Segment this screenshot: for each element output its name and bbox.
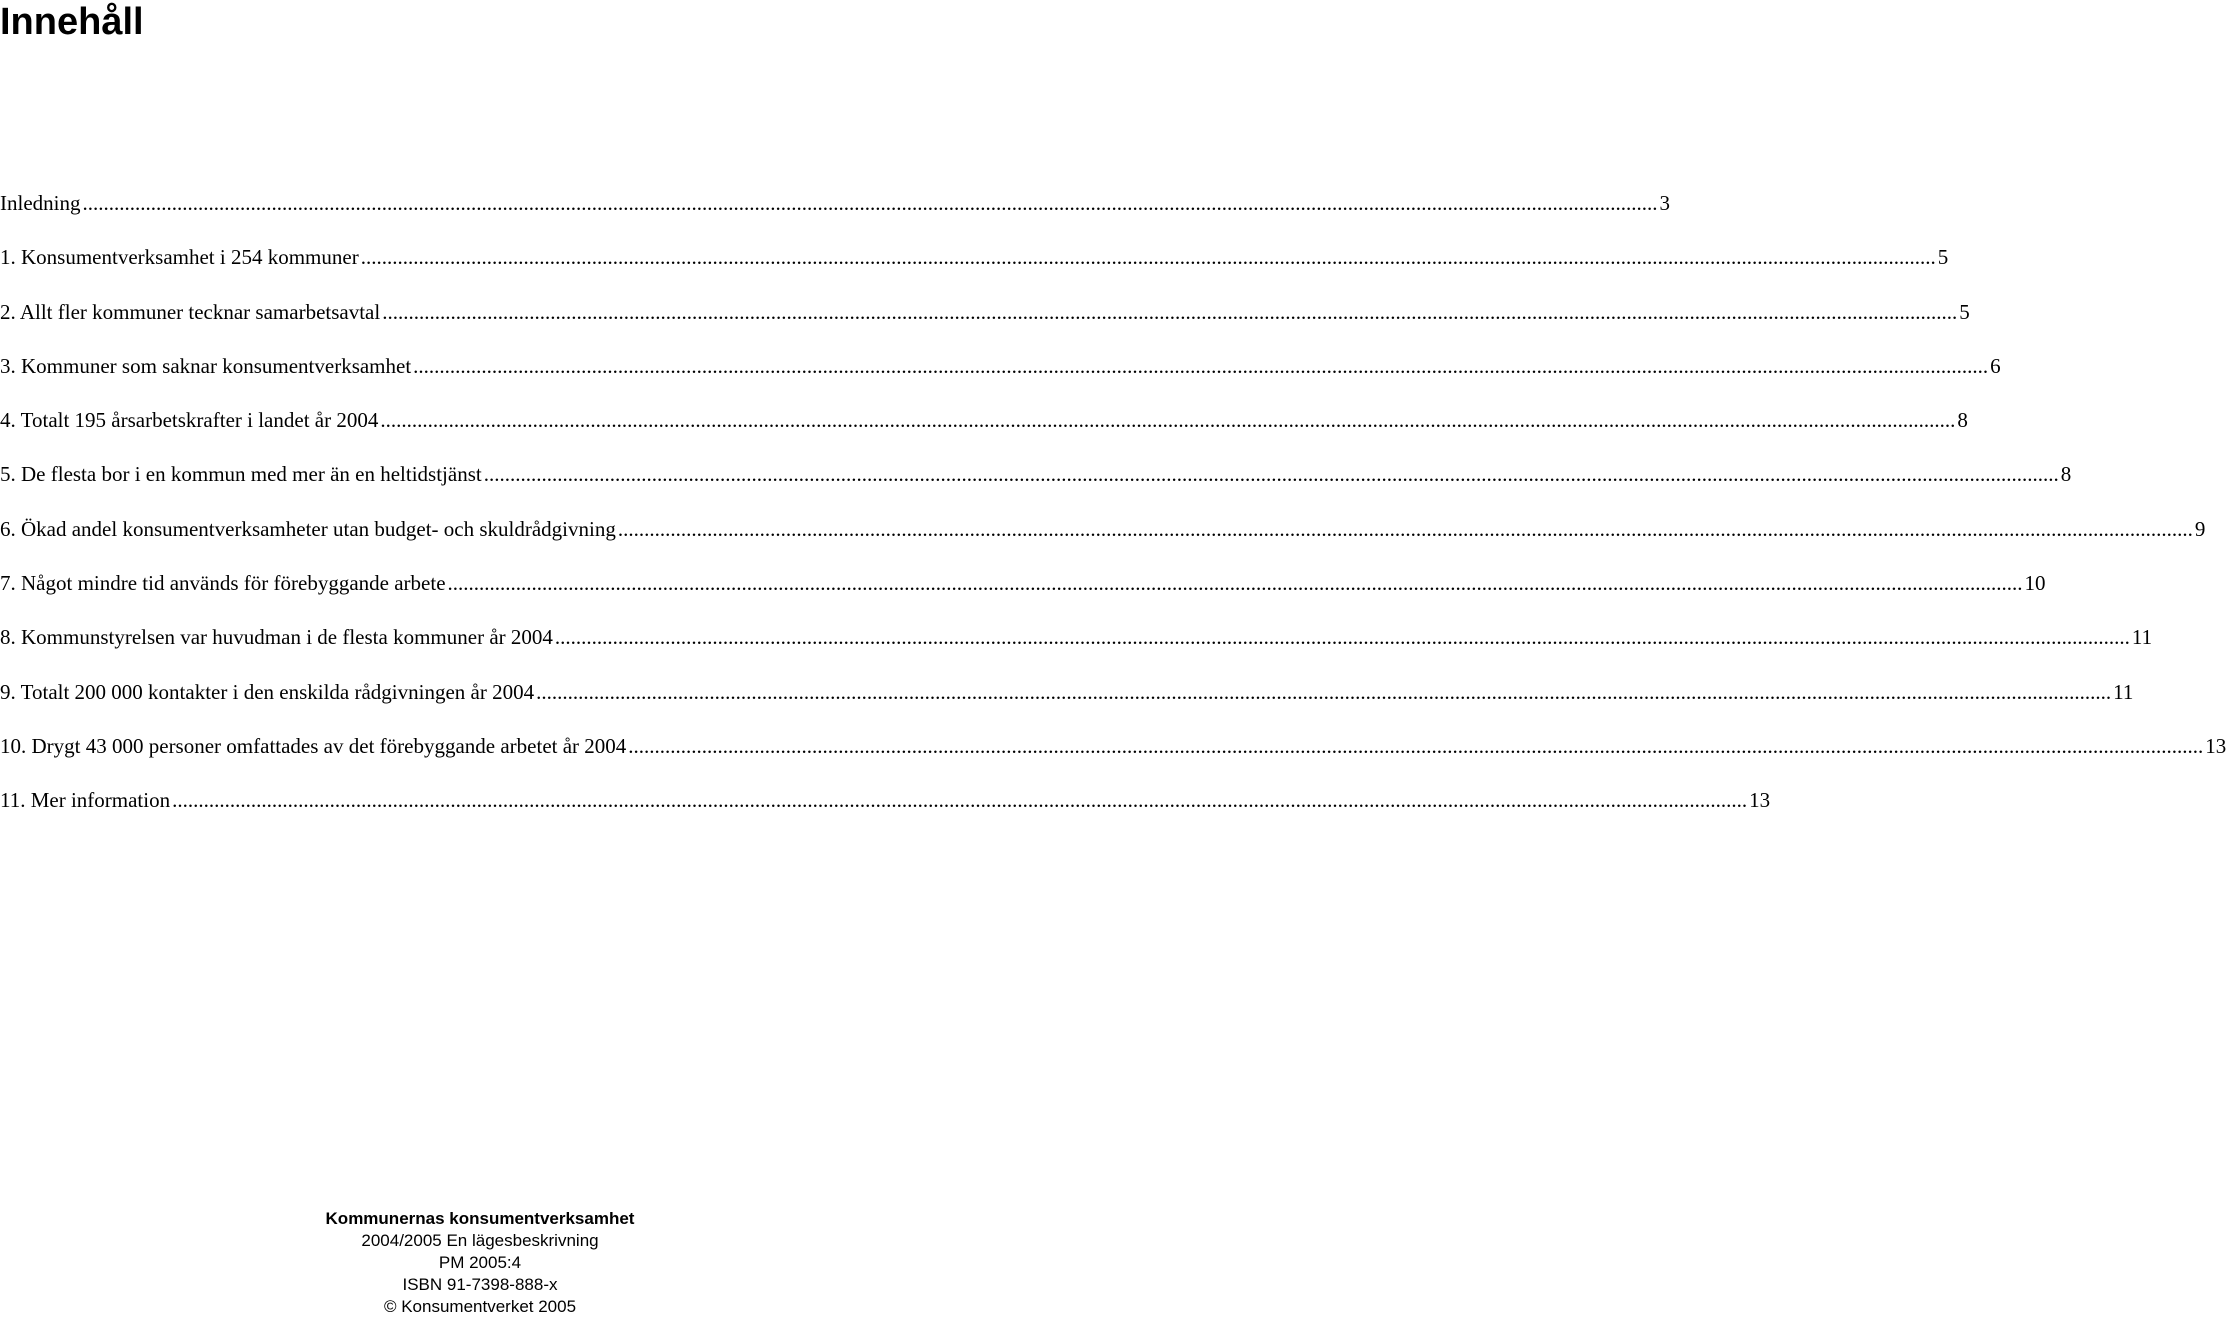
toc-dot-leader: ............................................................................................................................................................................................................................................................................................................ bbox=[360, 245, 1936, 270]
toc-dot-leader: ............................................................................................................................................................................................................................................................................................................ bbox=[554, 625, 2130, 650]
isbn: ISBN 91-7398-888-x bbox=[402, 1275, 558, 1294]
copyright-notice: © Konsumentverket 2005 bbox=[383, 1297, 577, 1316]
toc-entry-title: Inledning bbox=[0, 191, 81, 215]
toc-entry-title: 6. Ökad andel konsumentverksamheter utan budget- och skuldrådgivning bbox=[0, 516, 616, 541]
publication-title: Kommunernas konsumentverksamhet bbox=[325, 1209, 635, 1228]
toc-entry-page: 8 bbox=[1957, 408, 1968, 433]
toc-entry[interactable] bbox=[0, 188, 1670, 242]
toc-dot-leader: ............................................................................................................................................................................................................................................................................................................ bbox=[382, 299, 1958, 324]
toc-entry[interactable] bbox=[0, 351, 2001, 405]
toc-dot-leader: ............................................................................................................................................................................................................................................................................................................ bbox=[483, 462, 2059, 487]
toc-entry-page: 9 bbox=[2194, 516, 2206, 541]
table-of-contents bbox=[0, 188, 2226, 840]
toc-entry[interactable] bbox=[0, 785, 1771, 839]
toc-entry[interactable] bbox=[0, 459, 2072, 513]
toc-entry-page: 5 bbox=[1959, 299, 1970, 324]
toc-entry[interactable] bbox=[0, 622, 2153, 676]
toc-dot-leader: ............................................................................................................................................................................................................................................................................................................ bbox=[536, 679, 2112, 704]
toc-entry-page: 5 bbox=[1937, 245, 1949, 270]
toc-entry-page: 11 bbox=[2113, 679, 2134, 704]
toc-entry-page: 11 bbox=[2131, 625, 2153, 650]
toc-entry-page: 10 bbox=[2024, 571, 2046, 596]
toc-entry-title: 1. Konsumentverksamhet i 254 kommuner bbox=[0, 245, 359, 270]
toc-entry-title: 7. Något mindre tid används för förebyggande arbete bbox=[0, 571, 446, 596]
toc-dot-leader: ............................................................................................................................................................................................................................................................................................................ bbox=[380, 408, 1956, 433]
toc-entry-page: 6 bbox=[1990, 353, 2001, 378]
toc-dot-leader: ............................................................................................................................................................................................................................................................................................................ bbox=[628, 733, 2204, 758]
toc-entry-page: 13 bbox=[2205, 733, 2226, 758]
toc-dot-leader: ............................................................................................................................................................................................................................................................................................................ bbox=[617, 516, 2193, 541]
toc-entry-title: 2. Allt fler kommuner tecknar samarbetsavtal bbox=[0, 299, 381, 324]
page-title: Innehåll bbox=[0, 1, 144, 43]
toc-dot-leader: ............................................................................................................................................................................................................................................................................................................ bbox=[82, 191, 1658, 215]
toc-entry-title: 3. Kommuner som saknar konsumentverksamhet bbox=[0, 353, 412, 378]
toc-entry-page: 3 bbox=[1659, 191, 1670, 215]
toc-entry[interactable] bbox=[0, 677, 2134, 731]
toc-dot-leader: ............................................................................................................................................................................................................................................................................................................ bbox=[413, 353, 1989, 378]
toc-entry[interactable] bbox=[0, 514, 2206, 568]
toc-entry-title: 5. De flesta bor i en kommun med mer än en heltidstjänst bbox=[0, 462, 482, 487]
toc-entry[interactable] bbox=[0, 731, 2226, 785]
toc-entry[interactable] bbox=[0, 568, 2046, 622]
toc-entry[interactable] bbox=[0, 297, 1970, 351]
toc-dot-leader: ............................................................................................................................................................................................................................................................................................................ bbox=[447, 571, 2023, 596]
publication-subtitle: 2004/2005 En lägesbeskrivning bbox=[361, 1231, 599, 1250]
toc-entry-title: 10. Drygt 43 000 personer omfattades av det förebyggande arbetet år 2004 bbox=[0, 733, 627, 758]
toc-entry-title: 9. Totalt 200 000 kontakter i den enskilda rådgivningen år 2004 bbox=[0, 679, 535, 704]
toc-entry-page: 13 bbox=[1749, 788, 1771, 813]
toc-entry-title: 11. Mer information bbox=[0, 788, 171, 813]
toc-entry[interactable] bbox=[0, 405, 1968, 459]
toc-entry-page: 8 bbox=[2060, 462, 2072, 487]
toc-entry-title: 4. Totalt 195 årsarbetskrafter i landet år 2004 bbox=[0, 408, 379, 433]
report-number: PM 2005:4 bbox=[438, 1253, 522, 1272]
toc-entry[interactable] bbox=[0, 242, 1949, 296]
colophon bbox=[0, 1208, 960, 1318]
toc-dot-leader: ............................................................................................................................................................................................................................................................................................................ bbox=[172, 788, 1748, 813]
toc-entry-title: 8. Kommunstyrelsen var huvudman i de flesta kommuner år 2004 bbox=[0, 625, 553, 650]
